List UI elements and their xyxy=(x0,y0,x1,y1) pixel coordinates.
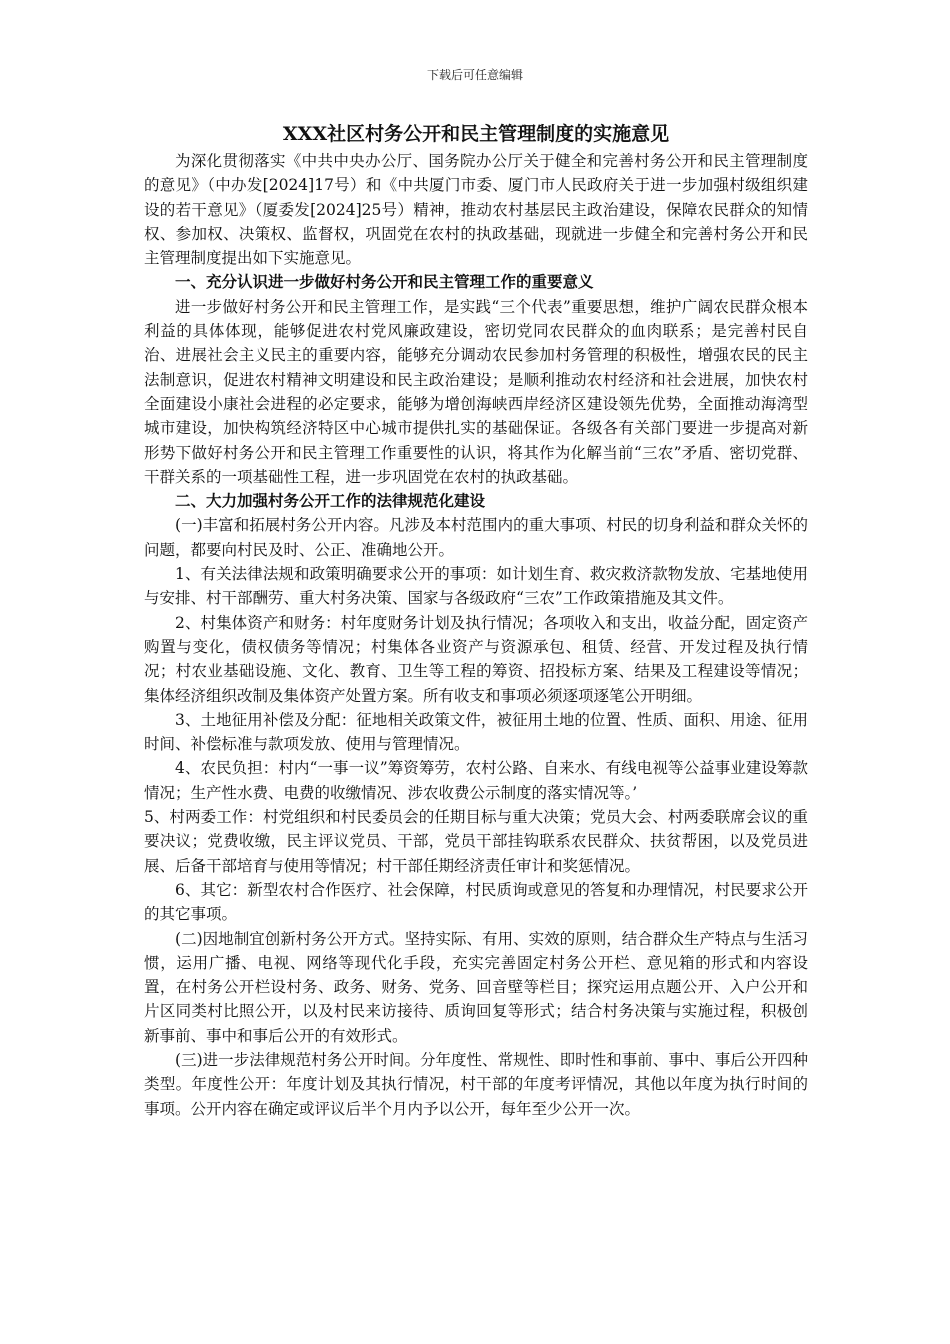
document-title: XXX社区村务公开和民主管理制度的实施意见 xyxy=(282,123,670,145)
body-paragraph: 6、其它：新型农村合作医疗、社会保障，村民质询或意见的答复和办理情况，村民要求公开的其它事项。 xyxy=(144,880,808,924)
body-paragraph: (一)丰富和拓展村务公开内容。凡涉及本村范围内的重大事项、村民的切身利益和群众关怀的问题，都要向村民及时、公正、准确地公开。 xyxy=(144,516,808,559)
header-note: 下载后可任意编辑 xyxy=(426,68,523,82)
section-heading-2: 二、大力加强村务公开工作的法律规范化建设 xyxy=(175,491,486,511)
body-paragraph: (二)因地制宜创新村务公开方式。坚持实际、有用、实效的原则，结合群众生产特点与生活习惯，运用广播、电视、网络等现代化手段，充实完善固定村务公开栏、意见箱的形式和内容设置，在村务公开栏设村务、政务、财务、党务、回音壁等栏目；探究运用点题公开、入户公开和片区同类村比照公开，以及村民来访接待、质询回复等形式；结合村务决策与实施过程，积极创新事前、事中和事后公开的有效形式。 xyxy=(144,929,808,1045)
body-paragraph: 2、村集体资产和财务：村年度财务计划及执行情况；各项收入和支出，收益分配，固定资产购置与变化，债权债务等情况；村集体各业资产与资源承包、租赁、经营、开发过程及执行情况；村农业基础设施、文化、教育、卫生等工程的筹资、招投标方案、结果及工程建设等情况；集体经济组织改制及集体资产处置方案。所有收支和事项必须逐项逐笔公开明细。 xyxy=(144,613,808,705)
section-heading-1: 一、充分认识进一步做好村务公开和民主管理工作的重要意义 xyxy=(175,272,594,292)
body-paragraph: 4、农民负担：村内“一事一议”筹资筹劳，农村公路、自来水、有线电视等公益事业建设筹款情况；生产性水费、电费的收缴情况、涉农收费公示制度的落实情况等。’ xyxy=(144,759,808,802)
body-paragraph-unindented: 5、村两委工作：村党组织和村民委员会的任期目标与重大决策；党员大会、村两委联席会议的重要决议；党费收缴，民主评议党员、干部，党员干部挂钩联系农民群众、扶贫帮困，以及党员进展、后备干部培育与使用等情况；村干部任期经济责任审计和奖惩情况。 xyxy=(144,808,808,875)
document-body xyxy=(144,120,808,1121)
intro-paragraph: 为深化贯彻落实《中共中央办公厅、国务院办公厅关于健全和完善村务公开和民主管理制度的意见》（中办发[2024]17号）和《中共厦门市委、厦门市人民政府关于进一步加强村级组织建设的若干意见》（厦委发[2024]25号）精神，推动农村基层民主政治建设，保障农民群众的知情权、参加权、决策权、监督权，巩固党在农村的执政基础，现就进一步健全和完善村务公开和民主管理制度提出如下实施意见。 xyxy=(144,152,808,268)
body-paragraph: 1、有关法律法规和政策明确要求公开的事项：如计划生育、救灾救济款物发放、宅基地使用与安排、村干部酬劳、重大村务决策、国家与各级政府“三农”工作政策措施及其文件。 xyxy=(144,565,808,608)
body-paragraph: (三)进一步法律规范村务公开时间。分年度性、常规性、即时性和事前、事中、事后公开四种类型。年度性公开：年度计划及其执行情况，村干部的年度考评情况，其他以年度为执行时间的事项。公开内容在确定或评议后半个月内予以公开，每年至少公开一次。 xyxy=(144,1050,808,1118)
body-paragraph: 3、土地征用补偿及分配：征地相关政策文件，被征用土地的位置、性质、面积、用途、征用时间、补偿标准与款项发放、使用与管理情况。 xyxy=(144,710,808,754)
body-paragraph: 进一步做好村务公开和民主管理工作，是实践“三个代表”重要思想，维护广阔农民群众根本利益的具体体现，能够促进农村党风廉政建设，密切党同农民群众的血肉联系；是完善村民自治、进展社会主义民主的重要内容，能够充分调动农民参加村务管理的积极性，增强农民的民主法制意识，促进农村精神文明建设和民主政治建设；是顺利推动农村经济和社会进展，加快农村全面建设小康社会进程的必定要求，能够为增创海峡西岸经济区建设领先优势，全面推动海湾型城市建设，加快构筑经济特区中心城市提供扎实的基础保证。各级各有关部门要进一步提高对新形势下做好村务公开和民主管理工作重要性的认识，将其作为化解当前“三农”矛盾、密切党群、干群关系的一项基础性工程，进一步巩固党在农村的执政基础。 xyxy=(144,297,808,486)
